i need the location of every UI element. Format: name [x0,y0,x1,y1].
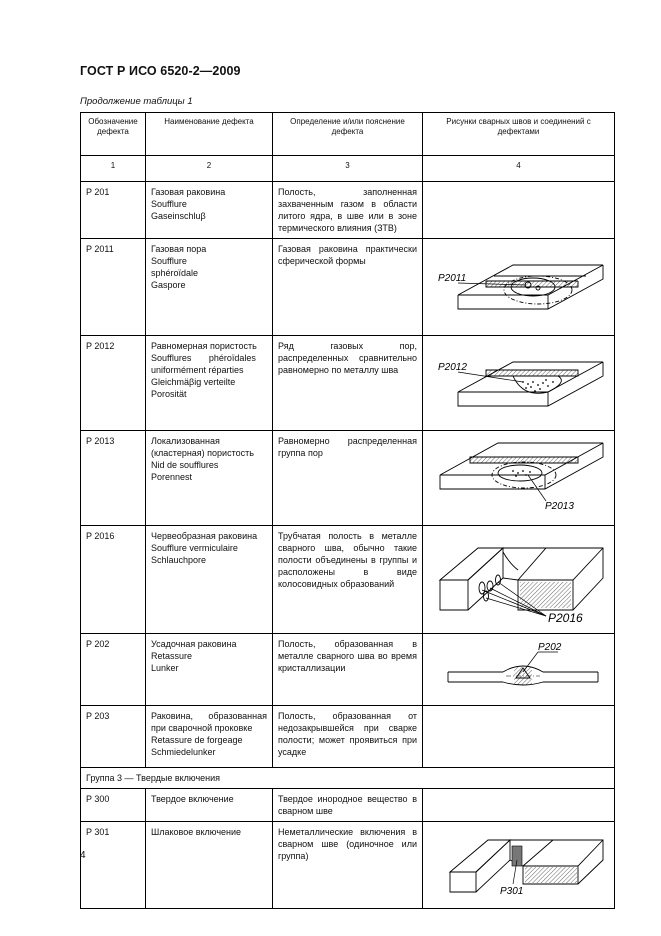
figure-label: P2016 [548,611,583,625]
header-code: Обозначение дефекта [81,113,146,156]
figure-cell [423,239,615,336]
figure-cell [423,336,615,431]
defect-name-fr: Soufflure [151,256,187,266]
defect-name-fr: Soufflure vermiculaire [151,543,238,553]
table-row [81,634,615,706]
defect-name-fr: Nid de soufflures [151,460,219,470]
figure-cell [423,431,615,526]
defect-code: P 2013 [81,431,146,526]
defect-name-fr: sphéroïdale [151,268,199,278]
document-title: ГОСТ Р ИСО 6520-2—2009 [80,64,241,78]
defect-name-de: Schmiedelunker [151,747,216,757]
defect-name [146,336,273,431]
figure-cell [423,634,615,706]
defect-name-ru: Раковина, образованная при сварочной проковке [151,711,267,733]
defect-definition: Ряд газовых пор, распределенных сравнительно равномерно по металлу шва [273,336,423,431]
defect-name-ru: Твердое включение [151,794,234,804]
table-row [81,239,615,336]
table-row [81,182,615,239]
table-continuation-caption: Продолжение таблицы 1 [80,96,193,107]
table-header-row [81,113,615,156]
figure-cell [423,526,615,634]
table-row [81,822,615,909]
defect-name-de: Porennest [151,472,193,482]
defect-name-ru: Газовая пора [151,244,207,254]
defect-definition: Полость, образованная в металле сварного шва во время кристаллизации [273,634,423,706]
defect-name-de: Gaseinschluβ [151,211,206,221]
defect-name-de: Porosität [151,389,187,399]
defect-name [146,239,273,336]
defect-code: P 202 [81,634,146,706]
defect-code: P 2011 [81,239,146,336]
defect-definition: Равномерно распределенная группа пор [273,431,423,526]
weld-joint-figure [428,530,618,629]
figure-label: P2012 [438,362,467,373]
figure-label: P301 [500,886,524,897]
defect-name-fr: uniformément réparties [151,365,244,375]
defect-name-de: Gleichmäβig verteilte [151,377,236,387]
figure-label: P2013 [545,501,574,512]
page-number: 4 [80,850,86,861]
defect-definition: Трубчатая полость в металле сварного шва, обычно такие полости объединены в группы и расположены в виде колосовидных образований [273,526,423,634]
defect-code: P 2012 [81,336,146,431]
defect-name-de: Schlauchpore [151,555,207,565]
figure-cell-empty [423,706,615,768]
defect-code: P 2016 [81,526,146,634]
defect-name [146,789,273,822]
group-heading: Группа 3 — Твердые включения [81,768,615,789]
defect-name-fr: Retassure de forgeage [151,735,243,745]
defect-code: P 300 [81,789,146,822]
defect-name-ru: Локализованная (кластерная) пористость [151,436,254,458]
table-row [81,789,615,822]
defect-name-fr: Soufflure [151,199,187,209]
header-name: Наименование дефекта [146,113,273,156]
weld-joint-figure [428,340,618,426]
defect-name-ru: Равномерная пористость [151,341,257,351]
table-group-row [81,768,615,789]
figure-label: P202 [538,642,562,653]
column-number: 2 [146,156,273,182]
table-row [81,431,615,526]
defect-definition: Твердое инородное вещество в сварном шве [273,789,423,822]
column-number: 4 [423,156,615,182]
defect-name [146,822,273,909]
table-row [81,706,615,768]
column-number-row [81,156,615,182]
weld-joint-figure [428,435,618,521]
defect-name-ru: Шлаковое включение [151,827,242,837]
figure-cell [423,822,615,909]
defect-definition: Полость, заполненная захваченным газом в области литого ядра, в шве или в зоне термического влияния (ЗТВ) [273,182,423,239]
defect-name-ru: Усадочная раковина [151,639,237,649]
defect-name [146,634,273,706]
defect-name [146,182,273,239]
figure-cell-empty [423,182,615,239]
defects-table [80,112,615,909]
table-row [81,526,615,634]
column-number: 3 [273,156,423,182]
defect-name-de: Gaspore [151,280,186,290]
defect-name [146,431,273,526]
defect-name-fr: Soufflures phéroïdales [151,353,256,363]
defect-code: P 201 [81,182,146,239]
figure-label: P2011 [438,273,467,284]
column-number: 1 [81,156,146,182]
defect-name-ru: Червеобразная раковина [151,531,258,541]
defect-definition: Полость, образованная от недозакрывшейся при сварке полости; может проявиться при усадке [273,706,423,768]
defect-name [146,526,273,634]
figure-cell-empty [423,789,615,822]
defect-code: P 203 [81,706,146,768]
defect-code: P 301 [81,822,146,909]
table-row [81,336,615,431]
weld-joint-figure [428,243,618,331]
header-definition: Определение и/или пояснение дефекта [273,113,423,156]
defect-definition: Неметаллические включения в сварном шве (одиночное или группа) [273,822,423,909]
weld-joint-figure [428,826,618,904]
defect-name [146,706,273,768]
defect-definition: Газовая раковина практически сферической формы [273,239,423,336]
defect-name-ru: Газовая раковина [151,187,226,197]
weld-joint-figure [428,638,618,701]
defect-name-de: Lunker [151,663,179,673]
defect-name-fr: Retassure [151,651,193,661]
header-figure: Рисунки сварных швов и соединений с дефектами [423,113,615,156]
